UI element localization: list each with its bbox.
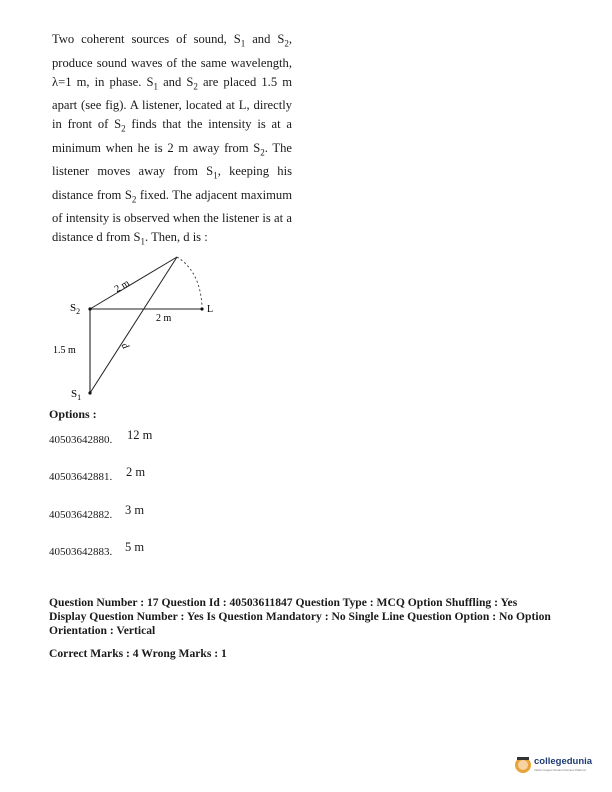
subscript: 2 [193, 81, 198, 92]
options-label: Options : [49, 407, 97, 421]
question-text-segment: Two coherent sources of sound, S [52, 32, 241, 46]
option-id: 40503642881. [49, 471, 113, 483]
question-text-segment: , keeping his distance from S [52, 164, 292, 202]
subscript: 2 [121, 123, 126, 134]
logo-tagline: India's largest Student Review Platform [534, 768, 587, 772]
label-2m-horizontal: 2 m [156, 313, 172, 324]
s1-label: $S_1$ [71, 388, 82, 402]
label-2m-slant: 2 m [112, 277, 132, 296]
option-value: 12 m [127, 428, 153, 442]
subscript: 1 [140, 236, 145, 247]
question-paragraph [52, 30, 292, 252]
meta-line-3: Orientation : Vertical [49, 623, 156, 637]
question-text [52, 30, 292, 252]
subscript: 2 [260, 147, 265, 158]
question-text-segment: fixed. The adjacent maximum of intensity is observed when the listener is at a distance d from S [52, 187, 293, 245]
subscript: 2 [284, 38, 289, 49]
logo-text: collegedunia [534, 756, 593, 767]
s2-slant-line [90, 257, 177, 309]
label-d: d [118, 341, 131, 352]
option-id: 40503642880. [49, 434, 113, 446]
question-metadata [49, 596, 589, 661]
subscript: 1 [153, 81, 158, 92]
meta-line-2: Display Question Number : Yes Is Question Mandatory : No Single Line Question Option : No Option [49, 609, 551, 623]
option-value: 5 m [125, 540, 145, 554]
option-value: 3 m [125, 503, 145, 517]
s2-label: $S_2$ [70, 302, 81, 316]
l-label: L [207, 304, 214, 315]
marks-line: Correct Marks : 4 Wrong Marks : 1 [49, 647, 227, 661]
dashed-arc [177, 257, 202, 306]
collegedunia-logo [514, 752, 600, 778]
question-text-segment: and S [245, 32, 285, 46]
s2-point [88, 307, 91, 310]
question-text-segment: . The listener moves away from S [52, 140, 292, 179]
question-text-segment: finds that the intensity is at a minimum when he is 2 m away from S [52, 117, 293, 155]
option-id: 40503642883. [49, 546, 113, 558]
option-id: 40503642882. [49, 509, 113, 521]
s1-point [88, 391, 91, 394]
question-text-segment: , produce sound waves of the same wavelength, λ=1 m, in phase. S [52, 32, 292, 89]
question-text-segment: are placed 1.5 m apart (see fig). A listener, located at L, directly in front of S [52, 74, 293, 132]
label-1-5m: 1.5 m [53, 345, 76, 356]
question-text-segment: . Then, d is : [145, 230, 208, 245]
option-value: 2 m [126, 465, 146, 479]
geometry-diagram [50, 256, 230, 406]
l-point [200, 307, 203, 310]
meta-line-1: Question Number : 17 Question Id : 40503611847 Question Type : MCQ Option Shuffling : Yes [49, 596, 518, 609]
subscript: 1 [213, 170, 218, 181]
question-text-segment: and S [157, 74, 194, 89]
subscript: 1 [240, 38, 246, 49]
s1-d-line [90, 257, 177, 393]
subscript: 2 [131, 194, 137, 205]
